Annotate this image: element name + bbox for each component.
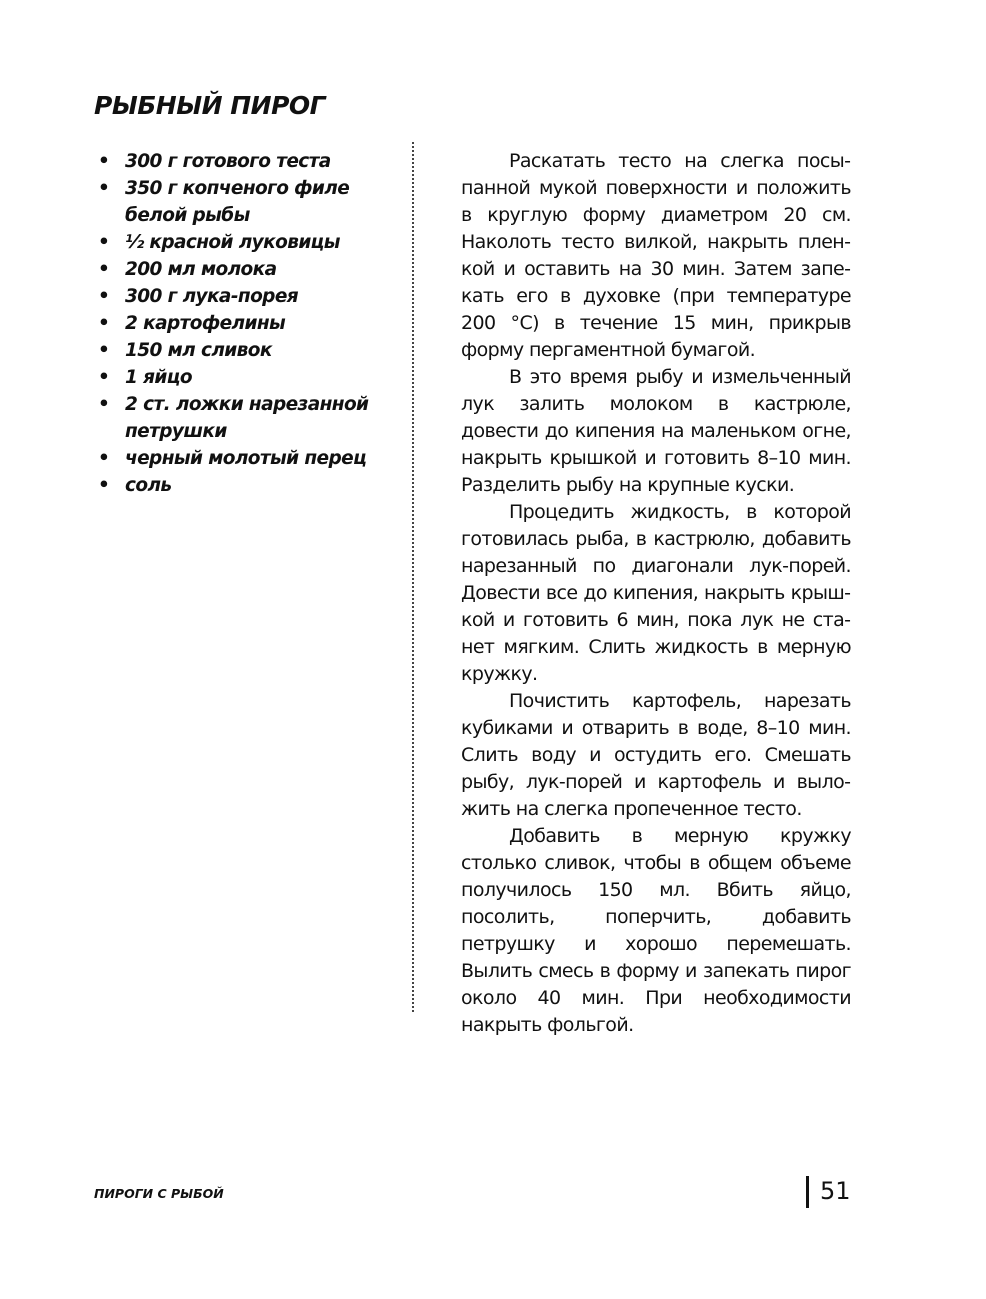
- bullet-icon: •: [98, 394, 110, 415]
- ingredient-text: 2 ст. ложки нарезанной петрушки: [125, 394, 369, 442]
- ingredient-text: 150 мл сливок: [125, 340, 272, 361]
- ingredient-item: [98, 283, 388, 310]
- bullet-icon: •: [98, 340, 110, 361]
- bullet-icon: •: [98, 286, 110, 307]
- bullet-icon: •: [98, 151, 110, 172]
- ingredient-text: 350 г копченого филе белой рыбы: [125, 178, 350, 226]
- ingredient-item: [98, 229, 388, 256]
- ingredient-text: 1 яйцо: [125, 367, 192, 388]
- bullet-icon: •: [98, 475, 110, 496]
- instruction-paragraph: Процедить жидкость, в которой готовилась рыба, в кастрюлю, добавить нарезанный по диагонали лук-порей. Довести все до кипения, накрыть крышкой и готовить 6 мин, пока лук не станет мягким. Слить жидкость в мерную кружку.: [461, 501, 851, 685]
- running-footer-section: ПИРОГИ С РЫБОЙ: [94, 1186, 224, 1201]
- instruction-paragraph: В это время рыбу и измельченный лук залить молоком в кастрюле, довести до кипения на маленьком огне, накрыть крышкой и готовить 8–10 мин. Разделить рыбу на крупные куски.: [461, 366, 851, 496]
- instruction-paragraph: Добавить в мерную кружку столько сливок, чтобы в общем объеме получилось 150 мл. Вбить яйцо, посолить, поперчить, добавить петрушку и хорошо перемешать. Вылить смесь в форму и запекать пирог около 40 мин. При необходимости накрыть фольгой.: [461, 825, 851, 1036]
- instruction-paragraph: Почистить картофель, нарезать кубиками и отварить в воде, 8–10 мин. Слить воду и остудить его. Смешать рыбу, лук-порей и картофель и выложить на слегка пропеченное тесто.: [461, 690, 851, 820]
- ingredient-text: 200 мл молока: [125, 259, 277, 280]
- bullet-icon: •: [98, 313, 110, 334]
- bullet-icon: •: [98, 367, 110, 388]
- ingredient-text: 300 г готового теста: [125, 151, 331, 172]
- ingredient-item: [98, 337, 388, 364]
- bullet-icon: •: [98, 448, 110, 469]
- instructions-body: [461, 148, 851, 1039]
- bullet-icon: •: [98, 259, 110, 280]
- ingredient-item: [98, 391, 388, 445]
- ingredient-item: [98, 256, 388, 283]
- ingredient-item: [98, 445, 388, 472]
- ingredient-text: соль: [125, 475, 172, 496]
- ingredient-list: [98, 148, 388, 499]
- bullet-icon: •: [98, 178, 110, 199]
- ingredient-item: [98, 310, 388, 337]
- dotted-column-divider: [412, 142, 414, 1012]
- ingredient-text: 2 картофелины: [125, 313, 286, 334]
- page-number-rule: [806, 1176, 809, 1208]
- ingredient-text: ½ красной луковицы: [125, 232, 340, 253]
- bullet-icon: •: [98, 232, 110, 253]
- ingredient-text: 300 г лука-порея: [125, 286, 299, 307]
- page-number: 51: [820, 1177, 851, 1205]
- ingredient-item: [98, 364, 388, 391]
- ingredient-item: [98, 148, 388, 175]
- ingredient-item: [98, 472, 388, 499]
- page-title: РЫБНЫЙ ПИРОГ: [94, 91, 326, 120]
- instruction-paragraph: Раскатать тесто на слегка посыпанной мукой поверхности и положить в круглую форму диаметром 20 см. Наколоть тесто вилкой, накрыть пленкой и оставить на 30 мин. Затем запекать его в духовке (при температуре 200 °С) в течение 15 мин, прикрыв форму пергаментной бумагой.: [461, 150, 851, 361]
- ingredient-text: черный молотый перец: [125, 448, 367, 469]
- ingredient-item: [98, 175, 388, 229]
